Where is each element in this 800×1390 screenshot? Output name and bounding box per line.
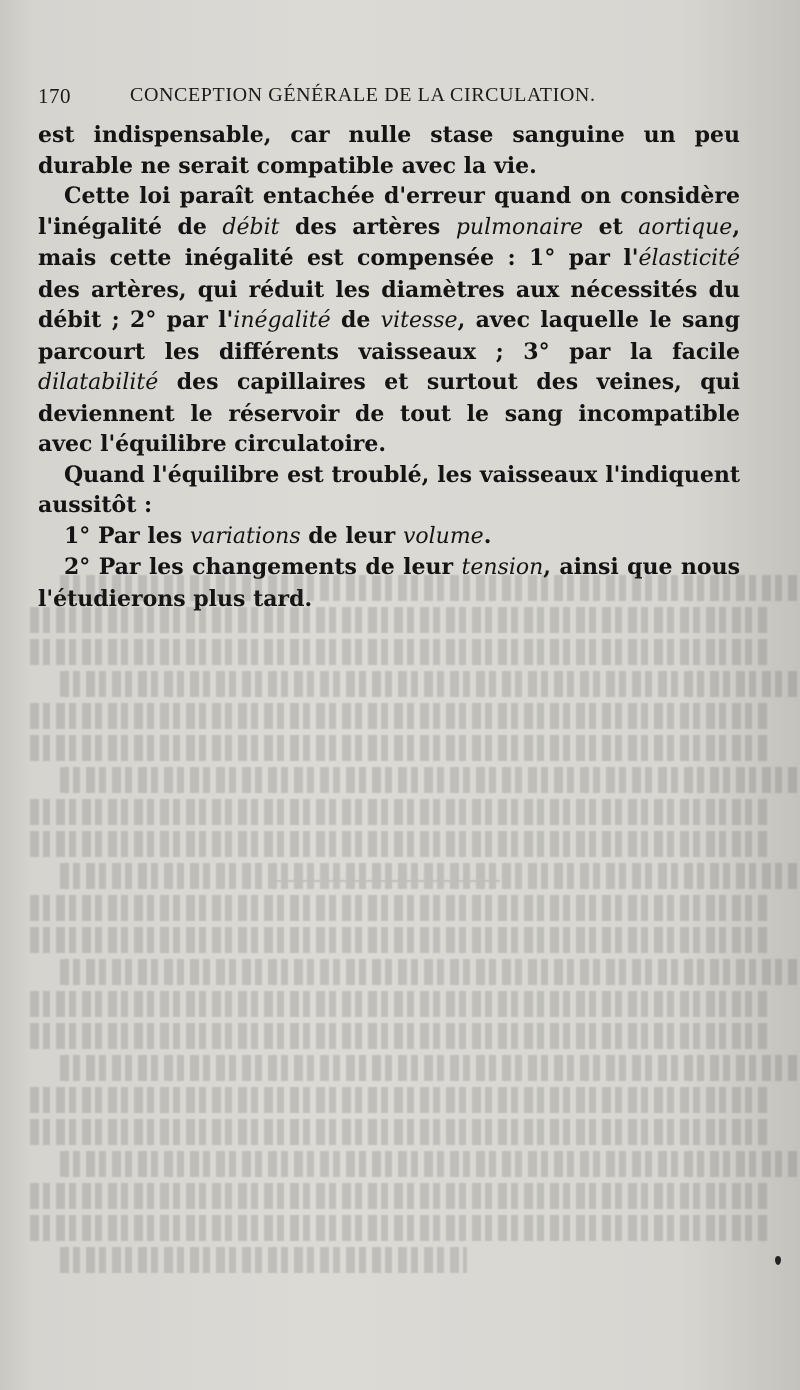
italic-term: tension — [461, 555, 544, 580]
paragraph — [38, 552, 740, 614]
text-run: des artères, qui réduit les diamètres aux nécessités du débit ; 2° par l' — [38, 276, 740, 333]
paragraph — [38, 181, 740, 460]
italic-term: volume — [402, 523, 484, 549]
italic-term: inégalité — [233, 308, 331, 333]
text-run: , mais cette inégalité est compensée : 1° par l' — [38, 213, 740, 271]
text-run: 2° Par les changements de leur — [64, 554, 462, 580]
paragraph — [38, 521, 740, 553]
text-run: Cette loi paraît entachée d'erreur quand on considère l'inégalité de — [38, 183, 740, 240]
italic-term: dilatabilité — [38, 370, 159, 395]
text-run: des artères — [279, 213, 456, 240]
page-header — [38, 84, 758, 116]
body-text — [38, 120, 740, 614]
text-run: est indispensable, car nulle stase sanguine un peu durable ne serait compatible avec la vie. — [38, 122, 740, 179]
paragraph — [38, 120, 740, 181]
text-run: 1° Par les — [64, 522, 190, 549]
text-run: , avec laquelle le sang parcourt les différents vaisseaux ; 3° par la facile — [38, 307, 740, 365]
text-run: de — [330, 307, 381, 333]
italic-term: élasticité — [638, 246, 740, 271]
italic-term: aortique — [638, 214, 733, 240]
page-number: 170 — [38, 84, 71, 108]
paragraph — [38, 460, 740, 521]
ink-mark — [775, 1256, 781, 1265]
text-run: de leur — [300, 522, 403, 549]
text-run: . — [483, 522, 492, 549]
italic-term: vitesse — [380, 308, 458, 333]
italic-term: pulmonaire — [455, 214, 584, 240]
show-through-texture — [30, 575, 770, 1355]
text-run: et — [583, 213, 639, 240]
text-run: des capillaires et surtout des veines, qui deviennent le réservoir de tout le sang incompatible avec l'équilibre circulatoire. — [38, 369, 740, 457]
text-run: , ainsi que nous l'étudierons plus tard. — [38, 554, 740, 612]
running-title: CONCEPTION GÉNÉRALE DE LA CIRCULATION. — [130, 84, 596, 106]
italic-term: variations — [189, 523, 301, 549]
italic-term: débit — [222, 214, 280, 240]
text-run: Quand l'équilibre est troublé, les vaisseaux l'indiquent aussitôt : — [38, 461, 740, 518]
